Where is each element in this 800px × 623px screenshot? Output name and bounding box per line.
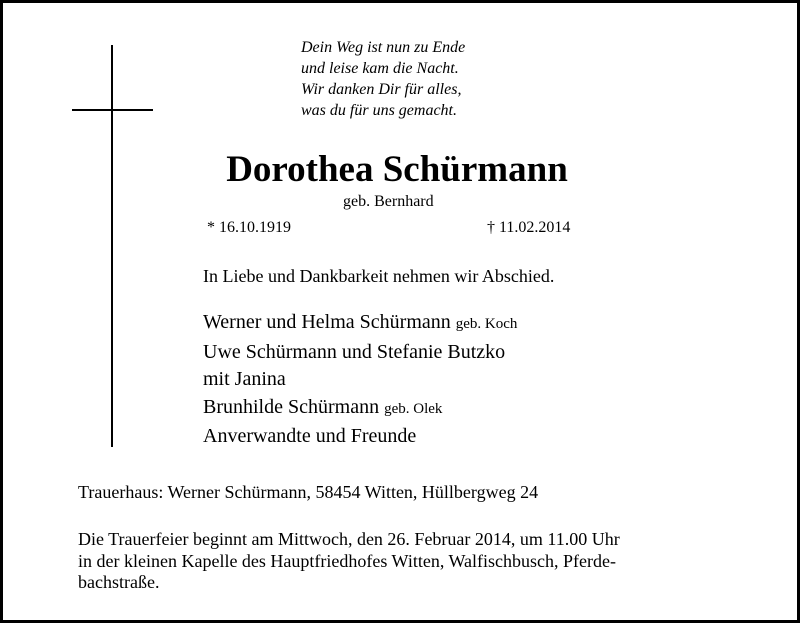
mourner-note: geb. Koch (455, 316, 518, 332)
house-of-mourning: Trauerhaus: Werner Schürmann, 58454 Witten, Hüllbergweg 24 (78, 482, 539, 502)
cross-icon-vertical-bar (111, 45, 113, 447)
maiden-name: geb. Bernhard (343, 193, 434, 210)
mourner-note: geb. Olek (384, 400, 443, 417)
poem-line: und leise kam die Nacht. (301, 60, 459, 77)
cross-icon-horizontal-bar (72, 109, 153, 111)
poem (301, 37, 465, 121)
ceremony-info (78, 529, 620, 594)
poem-line: was du für uns gemacht. (301, 102, 457, 119)
mourner-name: mit Janina (203, 368, 286, 390)
ceremony-line: bachstraße. (78, 572, 160, 592)
mourner-name: Werner und Helma Schürmann (203, 311, 451, 333)
death-date: † 11.02.2014 (487, 219, 571, 236)
deceased-name: Dorothea Schürmann (226, 149, 568, 190)
mourner-row (203, 366, 517, 394)
mourner-name: Anverwandte und Freunde (203, 425, 417, 447)
mourner-row (203, 394, 517, 424)
mourner-row (203, 309, 517, 339)
mourner-row (203, 423, 517, 451)
mourner-row (203, 339, 517, 367)
ceremony-line: Die Trauerfeier beginnt am Mittwoch, den 26. Februar 2014, um 11.00 Uhr (78, 529, 620, 549)
mourners-list (203, 309, 517, 451)
farewell-text: In Liebe und Dankbarkeit nehmen wir Abschied. (203, 266, 555, 286)
poem-line: Wir danken Dir für alles, (301, 81, 462, 98)
mourner-name: Brunhilde Schürmann (203, 395, 380, 418)
deceased-name-block (3, 150, 800, 190)
poem-line: Dein Weg ist nun zu Ende (301, 39, 466, 56)
mourner-name: Uwe Schürmann und Stefanie Butzko (203, 340, 506, 363)
birth-date: * 16.10.1919 (207, 219, 291, 236)
ceremony-line: in der kleinen Kapelle des Hauptfriedhofes Witten, Walfischbusch, Pferde- (78, 550, 616, 571)
